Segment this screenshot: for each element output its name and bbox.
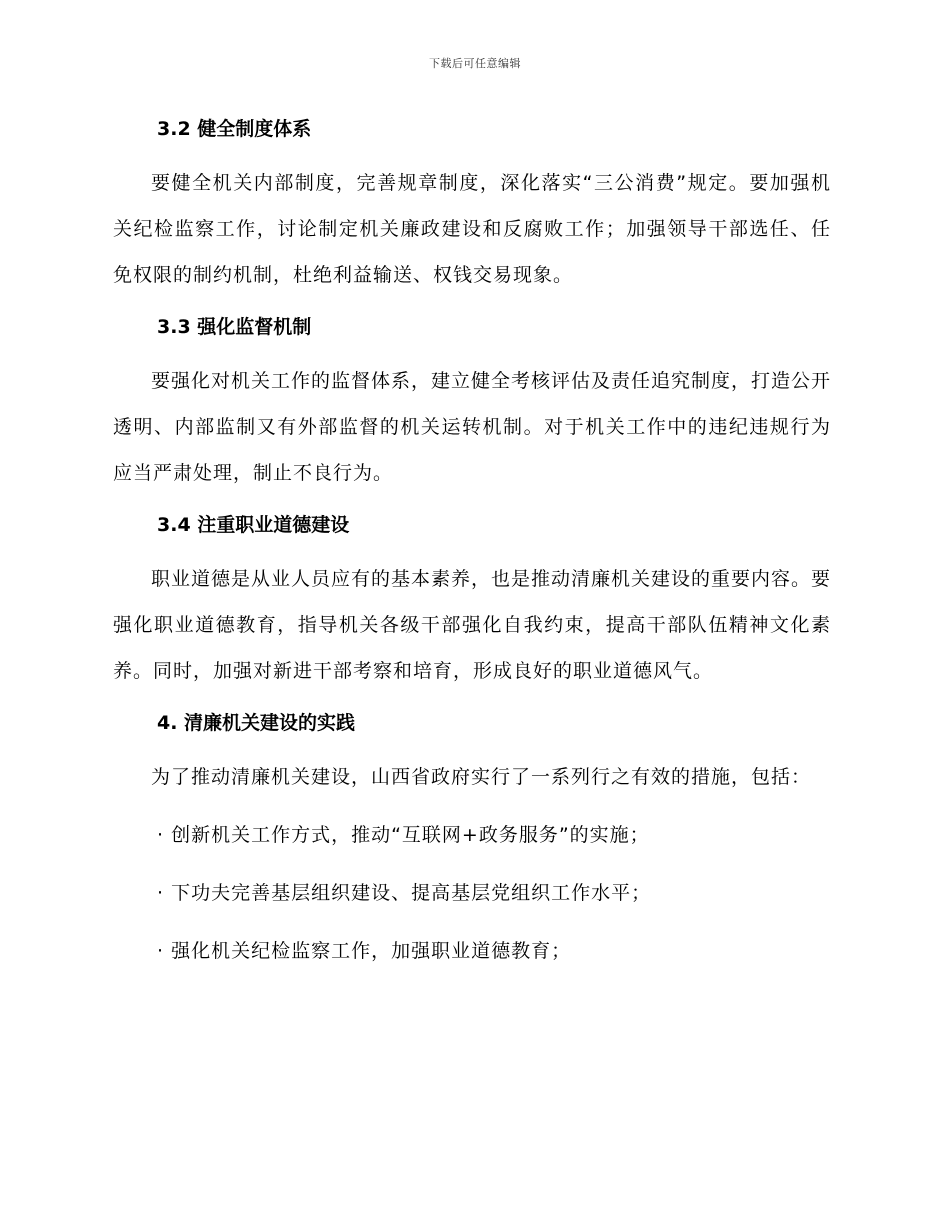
section-paragraph: 为了推动清廉机关建设，山西省政府实行了一系列行之有效的措施，包括： (151, 766, 812, 788)
section-4 (113, 704, 831, 800)
section-paragraph: 职业道德是从业人员应有的基本素养，也是推动清廉机关建设的重要内容。要强化职业道德教育，指导机关各级干部强化自我约束，提高干部队伍精神文化素养。同时，加强对新进干部考察和培育，形成良好的职业道德风气。 (113, 568, 832, 682)
section-heading: 3.2 健全制度体系 (157, 118, 312, 140)
list-item: · 创新机关工作方式，推动“互联网+政务服务”的实施； (157, 824, 650, 846)
section-heading: 4. 清廉机关建设的实践 (157, 712, 356, 734)
section-paragraph: 要强化对机关工作的监督体系，建立健全考核评估及责任追究制度，打造公开透明、内部监制又有外部监督的机关运转机制。对于机关工作中的违纪违规行为应当严肃处理，制止不良行为。 (113, 370, 832, 484)
bullet-list (113, 812, 831, 974)
section-paragraph: 要健全机关内部制度，完善规章制度，深化落实“三公消费”规定。要加强机关纪检监察工作，讨论制定机关廉政建设和反腐败工作；加强领导干部选任、任免权限的制约机制，杜绝利益输送、权钱交易现象。 (113, 172, 831, 286)
list-item: · 强化机关纪检监察工作，加强职业道德教育； (157, 940, 572, 962)
section-heading: 3.4 注重职业道德建设 (157, 514, 350, 536)
page-header: 下载后可任意编辑 (429, 57, 521, 70)
section-3-2 (113, 110, 831, 298)
list-item: · 下功夫完善基层组织建设、提高基层党组织工作水平； (157, 882, 652, 904)
document-body (113, 110, 831, 974)
section-3-3 (113, 308, 831, 496)
section-heading: 3.3 强化监督机制 (157, 316, 312, 338)
section-3-4 (113, 506, 831, 694)
